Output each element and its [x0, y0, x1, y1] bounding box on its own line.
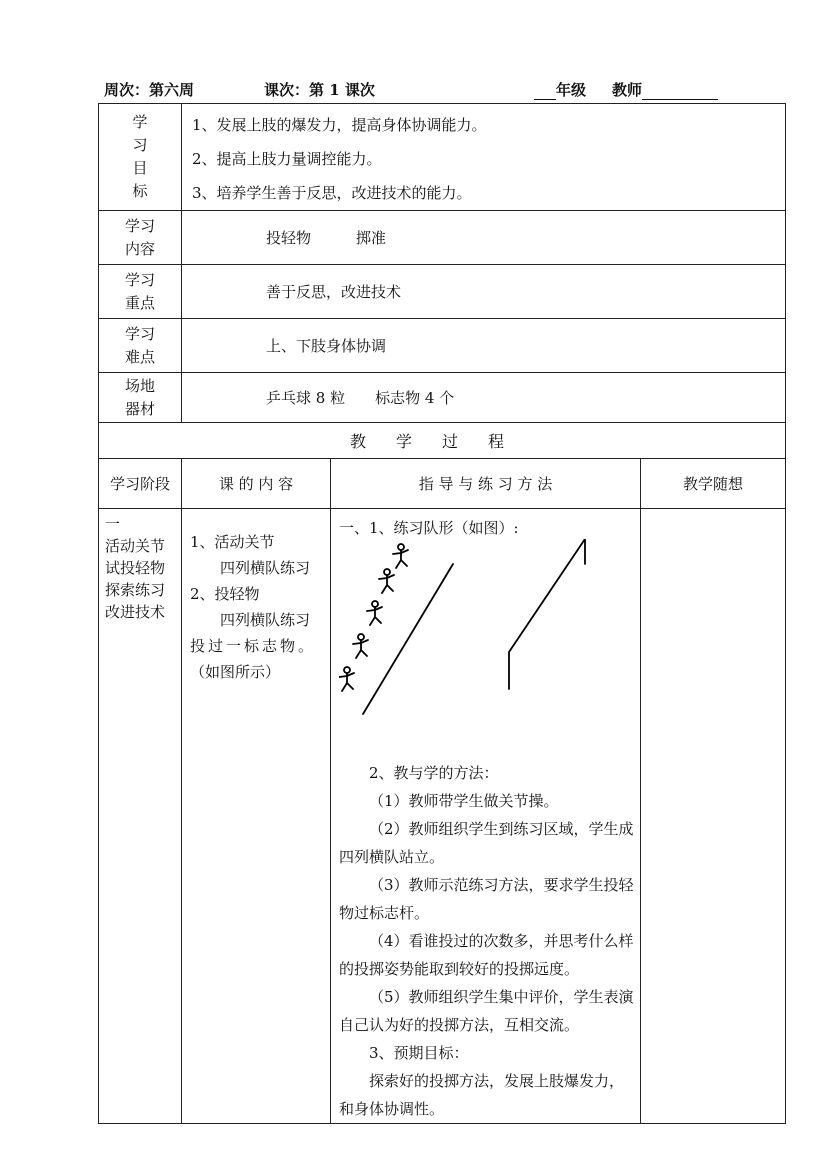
- content-line: 四列横队练习: [190, 611, 311, 629]
- content-line: 四列横队练习: [190, 559, 311, 577]
- focus-row: [99, 265, 786, 319]
- method-step: （3）教师示范练习方法，要求学生投轻物过标志杆。: [339, 876, 634, 922]
- content-line: 2、投轻物: [190, 585, 260, 603]
- student-figure: [353, 634, 368, 658]
- equipment-label: 场地 器材: [99, 373, 182, 423]
- marker-pole: [509, 539, 585, 689]
- objective-item: 1、发展上肢的爆发力，提高身体协调能力。: [192, 116, 487, 134]
- objectives-label: 学 习 目 标: [99, 104, 182, 211]
- reflection-cell: [641, 509, 786, 1124]
- content-text: 投轻物 掷准: [182, 211, 786, 265]
- content-line: （如图所示）: [190, 663, 281, 681]
- method-step: （1）教师带学生做关节操。: [369, 792, 559, 810]
- marker-line: [363, 564, 453, 714]
- stage-header: 学习阶段: [99, 459, 182, 509]
- stage-cell: [99, 509, 182, 1124]
- focus-text: 善于反思，改进技术: [182, 265, 786, 319]
- objectives-row: [99, 104, 786, 211]
- process-title: 教学过程: [99, 423, 786, 459]
- lesson-plan-table: [98, 103, 786, 1124]
- teacher-field: [612, 79, 718, 100]
- reflection-header: 教学随想: [641, 459, 786, 509]
- teacher-label: 教师: [612, 81, 643, 99]
- lesson-content-cell: [182, 509, 331, 1124]
- method-cell: [331, 509, 641, 1124]
- week-label: 周次：第六周: [104, 81, 195, 99]
- method-step: 探索好的投掷方法，发展上肢爆发力，和身体协调性。: [339, 1072, 625, 1118]
- equipment-row: [99, 373, 786, 423]
- objective-item: 2、提高上肢力量调控能力。: [192, 150, 382, 168]
- process-title-row: [99, 423, 786, 459]
- formation-title: 一、1、练习队形（如图）:: [339, 519, 519, 537]
- content-header: 课 的 内 容: [182, 459, 331, 509]
- content-line: 投过一标志物。: [190, 637, 317, 655]
- method-step: （4）看谁投过的次数多，并思考什么样的投掷姿势能取到较好的投掷远度。: [339, 932, 634, 978]
- formation-diagram: [339, 539, 635, 749]
- stage-line: 一: [105, 515, 121, 533]
- content-line: 1、活动关节: [190, 533, 275, 551]
- process-body-row: [99, 509, 786, 1124]
- lesson-label: 课次：第 1 课次: [264, 81, 375, 99]
- method-step: （5）教师组织学生集中评价，学生表演自己认为好的投掷方法，互相交流。: [339, 988, 634, 1034]
- lesson-header: [104, 79, 724, 103]
- stage-line: 改进技术: [105, 603, 166, 621]
- objectives-list: [182, 104, 786, 211]
- focus-label: 学习 重点: [99, 265, 182, 319]
- difficulty-text: 上、下肢身体协调: [182, 319, 786, 373]
- content-label: 学习 内容: [99, 211, 182, 265]
- stage-line: 活动关节: [105, 537, 166, 555]
- method-header: 指 导 与 练 习 方 法: [331, 459, 641, 509]
- method-step: 3、预期目标：: [369, 1044, 469, 1062]
- column-header-row: [99, 459, 786, 509]
- grade-field: [534, 79, 586, 100]
- stage-line: 试投轻物: [105, 559, 166, 577]
- content-row: [99, 211, 786, 265]
- method-step: 2、教与学的方法：: [369, 764, 499, 782]
- stage-line: 探索练习: [105, 581, 166, 599]
- method-step: （2）教师组织学生到练习区域，学生成四列横队站立。: [339, 820, 634, 866]
- difficulty-label: 学习 难点: [99, 319, 182, 373]
- objective-item: 3、培养学生善于反思，改进技术的能力。: [192, 184, 472, 202]
- student-figure: [339, 667, 354, 691]
- difficulty-row: [99, 319, 786, 373]
- grade-label: 年级: [556, 81, 587, 99]
- equipment-text: 乒乓球 8 粒 标志物 4 个: [182, 373, 786, 423]
- student-figure: [367, 601, 382, 625]
- student-figure: [379, 569, 394, 593]
- student-figure: [393, 544, 408, 568]
